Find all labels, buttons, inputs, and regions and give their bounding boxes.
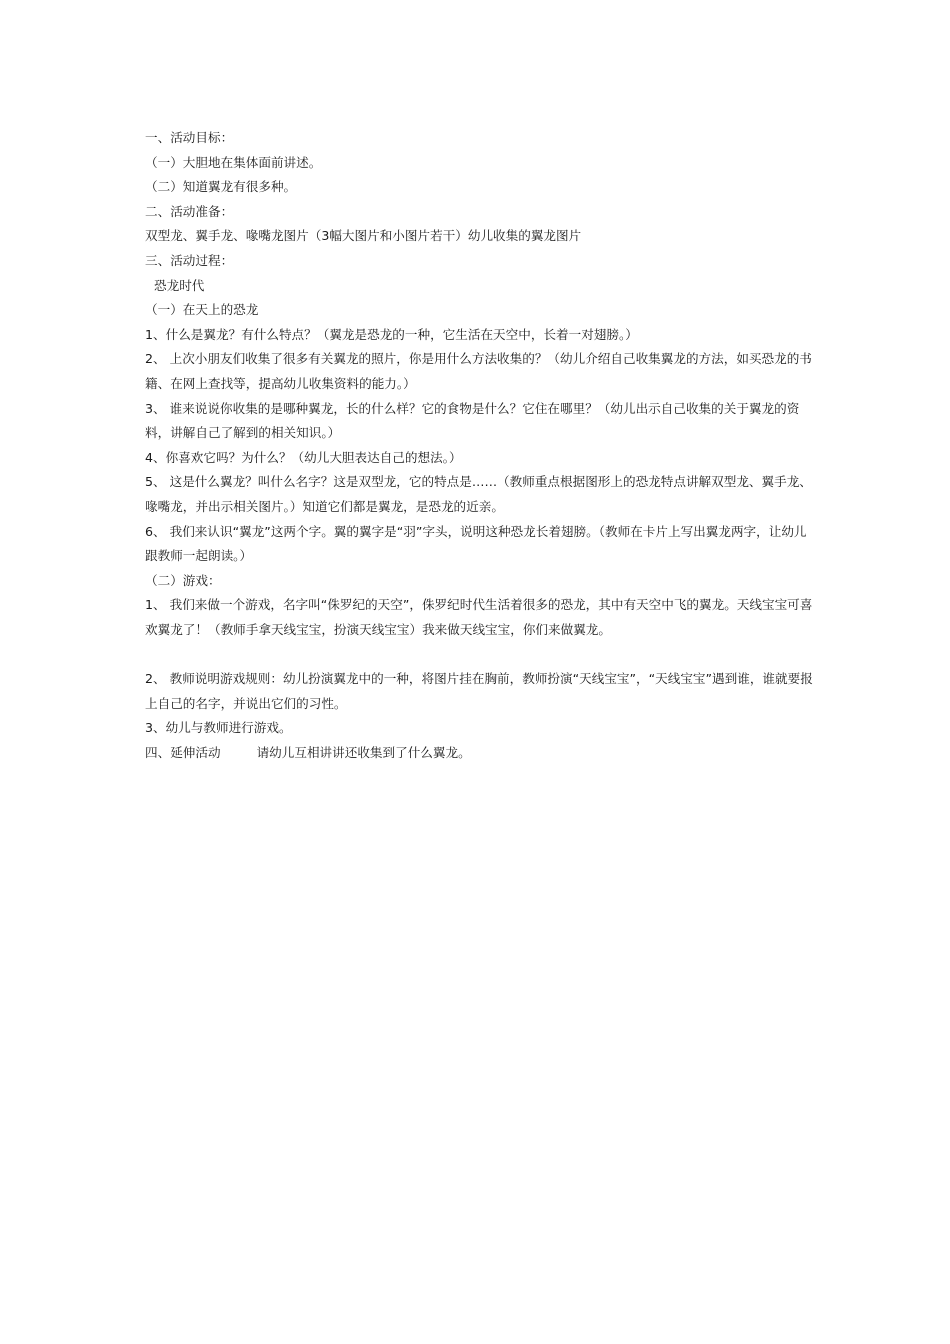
section-extension bbox=[145, 741, 817, 766]
process-subtitle: 恐龙时代 bbox=[154, 277, 205, 293]
section-heading-process: 三、活动过程： bbox=[145, 252, 234, 268]
game-step: 3、幼儿与教师进行游戏。 bbox=[145, 720, 292, 736]
process-step: 4、你喜欢它吗？为什么？（幼儿大胆表达自己的想法。） bbox=[145, 449, 462, 465]
process-step: 1、什么是翼龙？有什么特点？（翼龙是恐龙的一种，它生活在天空中，长着一对翅膀。） bbox=[145, 326, 638, 342]
process-step: 5、 这是什么翼龙？叫什么名字？这是双型龙，它的特点是……（教师重点根据图形上的恐龙特点讲解双型龙、翼手龙、喙嘴龙，并出示相关图片。）知道它们都是翼龙，是恐龙的近亲。 bbox=[145, 474, 812, 514]
blank-line bbox=[145, 642, 817, 667]
goal-item: （二）知道翼龙有很多种。 bbox=[145, 179, 297, 195]
game-step: 2、 教师说明游戏规则：幼儿扮演翼龙中的一种，将图片挂在胸前，教师扮演“天线宝宝”，“天线宝宝”遇到谁，谁就要报上自己的名字，并说出它们的习性。 bbox=[145, 671, 813, 711]
section-heading-goals: 一、活动目标： bbox=[145, 130, 234, 145]
process-step: 2、 上次小朋友们收集了很多有关翼龙的照片，你是用什么方法收集的？（幼儿介绍自己收集翼龙的方法，如买恐龙的书籍、在网上查找等，提高幼儿收集资料的能力。） bbox=[145, 351, 812, 391]
preparation-text: 双型龙、翼手龙、喙嘴龙图片（3幅大图片和小图片若干）幼儿收集的翼龙图片 bbox=[145, 228, 582, 244]
game-subheading: （二）游戏： bbox=[145, 572, 221, 588]
extension-label: 四、延伸活动 bbox=[145, 744, 221, 760]
game-step: 1、 我们来做一个游戏，名字叫“侏罗纪的天空”，侏罗纪时代生活着很多的恐龙，其中有天空中飞的翼龙。天线宝宝可喜欢翼龙了！（教师手拿天线宝宝，扮演天线宝宝）我来做天线宝宝，你们来做翼龙。 bbox=[145, 597, 813, 637]
process-step: 3、 谁来说说你收集的是哪种翼龙，长的什么样？它的食物是什么？它住在哪里？（幼儿出示自己收集的关于翼龙的资料，讲解自己了解到的相关知识。） bbox=[145, 400, 800, 441]
section-heading-preparation: 二、活动准备： bbox=[145, 203, 234, 219]
goal-item: （一）大胆地在集体面前讲述。 bbox=[145, 154, 322, 170]
process-step: 6、 我们来认识“翼龙”这两个字。翼的翼字是“羽”字头，说明这种恐龙长着翅膀。（教师在卡片上写出翼龙两字，让幼儿跟教师一起朗读。） bbox=[145, 523, 807, 564]
document-body bbox=[145, 126, 817, 765]
extension-text: 请幼儿互相讲讲还收集到了什么翼龙。 bbox=[256, 744, 471, 760]
process-subheading: （一）在天上的恐龙 bbox=[145, 302, 259, 318]
